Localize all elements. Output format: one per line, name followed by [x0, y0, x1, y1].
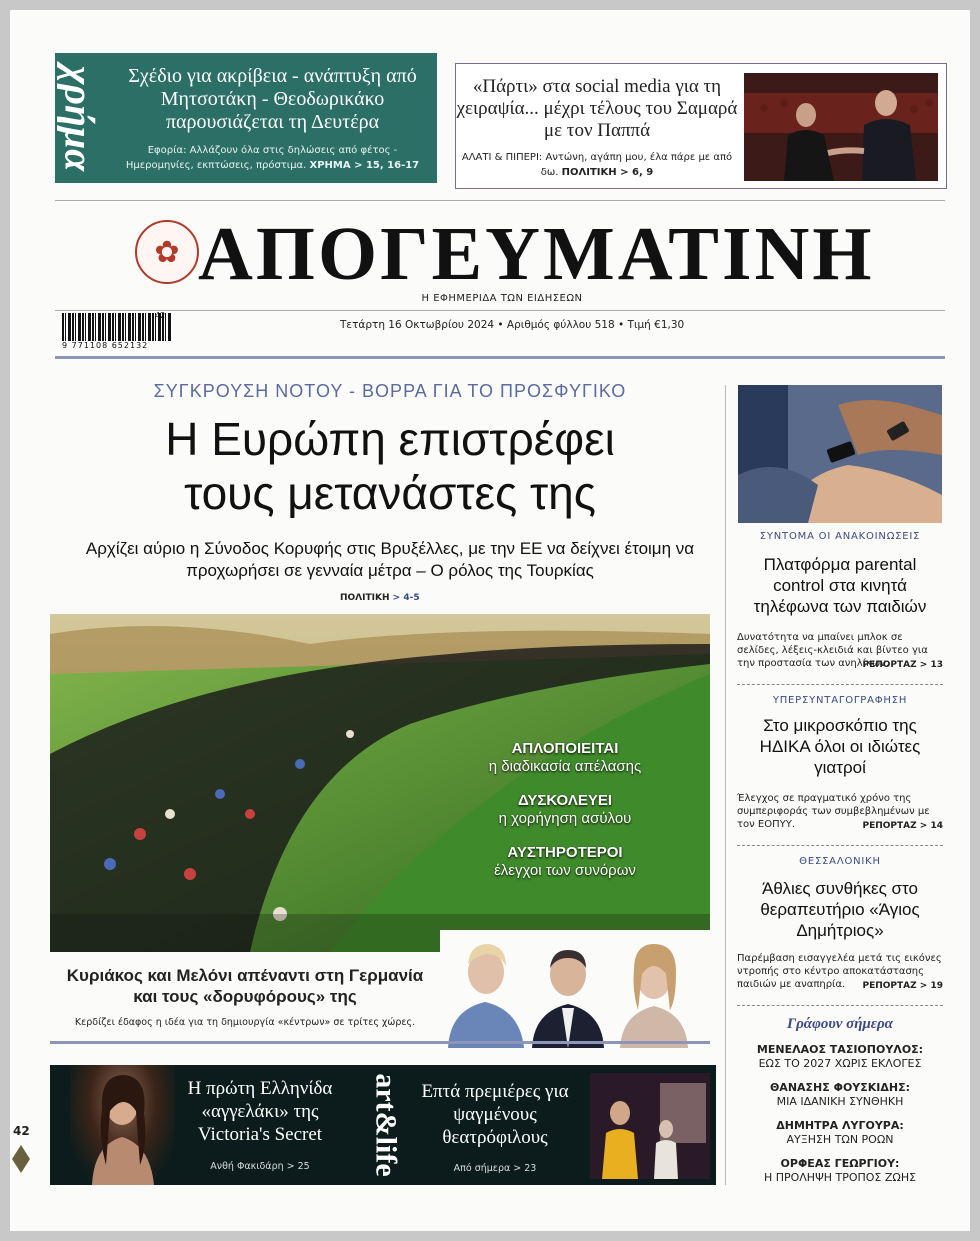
divider — [737, 1005, 943, 1006]
writer-name: ΘΑΝΑΣΗΣ ΦΟΥΣΚΙΔΗΣ: — [769, 1081, 911, 1094]
section-label: ΘΕΣΣΑΛΟΝΙΚΗ — [799, 856, 881, 867]
dateline: Τετάρτη 16 Οκτωβρίου 2024 • Αριθμός φύλλου 518 • Τιμή €1,30 — [340, 319, 685, 331]
masthead-tagline: Η ΕΦΗΜΕΡΙΔΑ ΤΩΝ ΕΙΔΗΣΕΩΝ — [421, 293, 583, 304]
divider — [737, 684, 943, 685]
lead-bullet — [440, 792, 690, 828]
promo-money-sub-text: Εφορία: Αλλάζουν όλα στις δηλώσεις από φέτος - Ημερομηνίες, εκπτώσεις, πρόστιμα. — [125, 145, 398, 171]
masthead-title: ΑΠΟΓΕΥΜΑΤΙΝΗ — [198, 212, 875, 296]
article-title[interactable]: Στο μικροσκόπιο της ΗΔΙΚΑ όλοι οι ιδιώτες γιατροί — [759, 716, 921, 777]
barcode-number: 9 771108 652132 — [62, 341, 149, 350]
model-photo — [70, 1065, 175, 1185]
art-life-left-title: Η πρώτη Ελληνίδα «αγγελάκι» της Victoria's Secret — [187, 1078, 333, 1145]
article-ref: ΡΕΠΟΡΤΑΖ > 13 — [862, 660, 943, 670]
article-text: Δυνατότητα να μπαίνει μπλοκ σε σελίδες, λέξεις-κλειδιά και βίντεο για την προστασία των ανηλίκων. — [737, 632, 928, 669]
divider — [55, 356, 945, 359]
divider — [55, 200, 945, 201]
divider — [50, 1041, 710, 1044]
divider — [737, 845, 943, 846]
article-ref: ΡΕΠΟΡΤΑΖ > 14 — [862, 821, 943, 831]
lead-headline[interactable] — [50, 412, 730, 520]
writer-item[interactable] — [737, 1043, 943, 1071]
article-title[interactable]: Άθλιες συνθήκες στο θεραπευτήριο «Άγιος Δημήτριος» — [760, 879, 920, 940]
art-life-left-ref: Ανθή Φακιδάρη > 25 — [210, 1161, 310, 1172]
page-number: 42 — [13, 1124, 30, 1138]
writer-item[interactable] — [737, 1157, 943, 1185]
lead-deck: Αρχίζει αύριο η Σύνοδος Κορυφής στις Βρυξέλλες, με την ΕΕ να δείχνει έτοιμη να προχωρήσει σε γενναία μέτρα – Ο ρόλος της Τουρκίας — [85, 539, 695, 580]
art-life-right-title: Επτά πρεμιέρες για ψαγμένους θεατρόφιλους — [421, 1081, 569, 1148]
section-label-vertical: art&life — [370, 1073, 403, 1177]
promo-politics[interactable] — [455, 63, 947, 189]
lead-headline-line: Η Ευρώπη επιστρέφει — [165, 413, 615, 465]
bullet-bold: ΑΥΣΤΗΡΟΤΕΡΟΙ — [507, 844, 623, 861]
barcode-issue: 42 — [155, 311, 166, 320]
column-divider — [725, 385, 726, 1185]
article-text: Έλεγχος σε πραγματικό χρόνο της συμπεριφοράς των συμβεβλημένων με τον ΕΟΠΥΥ. — [737, 793, 930, 830]
phones-photo — [738, 385, 942, 523]
section-label-vertical: χρήμα — [56, 65, 102, 171]
writers-title: Γράφουν σήμερα — [787, 1016, 893, 1032]
article-ref: ΡΕΠΟΡΤΑΖ > 19 — [862, 981, 943, 991]
lead-bullets — [440, 740, 690, 896]
divider — [55, 310, 945, 311]
promo-politics-sub — [456, 150, 738, 180]
owl-logo-icon: ✿ — [135, 220, 199, 284]
sub-story-title[interactable]: Κυριάκος και Μελόνι απέναντι στη Γερμανία και τους «δορυφόρους» της — [66, 966, 424, 1006]
lead-ref — [340, 593, 420, 603]
lead-bullet — [440, 740, 690, 776]
writer-item[interactable] — [737, 1081, 943, 1109]
diamond-icon — [12, 1145, 30, 1173]
sub-story-text: Κερδίζει έδαφος η ιδέα για τη δημιουργία «κέντρων» σε τρίτες χώρες. — [74, 1017, 416, 1028]
lead-ref-pages: > 4-5 — [392, 593, 420, 603]
theatre-photo — [590, 1073, 710, 1179]
writer-column: ΕΩΣ ΤΟ 2027 ΧΩΡΙΣ ΕΚΛΟΓΕΣ — [758, 1057, 922, 1070]
newspaper-front-page — [10, 10, 970, 1231]
bullet-text: η χορήγηση ασύλου — [498, 810, 632, 827]
art-life-promo[interactable] — [50, 1065, 716, 1185]
bullet-bold: ΑΠΛΟΠΟΙΕΙΤΑΙ — [511, 740, 619, 757]
promo-politics-title: «Πάρτι» στα social media για τη χειραψία... μέχρι τέλους του Σαμαρά με τον Παππά — [456, 76, 738, 141]
promo-politics-sub-text: ΑΛΑΤΙ & ΠΙΠΕΡΙ: Αντώνη, αγάπη μου, έλα πάρε με από δω. — [461, 152, 733, 178]
handshake-photo — [744, 73, 938, 181]
writer-item[interactable] — [737, 1119, 943, 1147]
writer-name: ΟΡΦΕΑΣ ΓΕΩΡΓΙΟΥ: — [780, 1157, 900, 1170]
writer-column: ΑΥΞΗΣΗ ΤΩΝ ΡΟΩΝ — [786, 1133, 894, 1146]
promo-money[interactable] — [55, 53, 437, 183]
article-text: Παρέμβαση εισαγγελέα μετά τις εικόνες ντροπής στο κέντρο αποκατάστασης παιδιών με αναπηρία. — [737, 953, 942, 990]
writer-column: Η ΠΡΟΛΗΨΗ ΤΡΟΠΟΣ ΖΩΗΣ — [763, 1171, 917, 1184]
lead-bullet — [440, 844, 690, 880]
leaders-photo — [440, 930, 710, 1048]
bullet-text: έλεγχοι των συνόρων — [494, 862, 636, 879]
writer-column: ΜΙΑ ΙΔΑΝΙΚΗ ΣΥΝΘΗΚΗ — [776, 1095, 904, 1108]
promo-politics-ref: ΠΟΛΙΤΙΚΗ > 6, 9 — [561, 167, 654, 178]
section-label: ΣΥΝΤΟΜΑ ΟΙ ΑΝΑΚΟΙΝΩΣΕΙΣ — [759, 531, 921, 542]
lead-ref-section: ΠΟΛΙΤΙΚΗ — [340, 593, 390, 603]
writer-name: ΜΕΝΕΛΑΟΣ ΤΑΣΙΟΠΟΥΛΟΣ: — [756, 1043, 924, 1056]
lead-headline-line: τους μετανάστες της — [184, 467, 596, 519]
lead-kicker: ΣΥΓΚΡΟΥΣΗ ΝΟΤΟΥ - ΒΟΡΡΑ ΓΙΑ ΤΟ ΠΡΟΣΦΥΓΙΚΟ — [153, 381, 627, 401]
section-label: ΥΠΕΡΣΥΝΤΑΓΟΓΡΑΦΗΣΗ — [772, 695, 908, 706]
bullet-bold: ΔΥΣΚΟΛΕΥΕΙ — [517, 792, 613, 809]
art-life-right-ref: Από σήμερα > 23 — [453, 1163, 537, 1174]
writer-name: ΔΗΜΗΤΡΑ ΛΥΓΟΥΡΑ: — [776, 1119, 904, 1132]
bullet-text: η διαδικασία απέλασης — [488, 758, 642, 775]
promo-money-ref: ΧΡΗΜΑ > 15, 16-17 — [309, 160, 420, 171]
article-title[interactable]: Πλατφόρμα parental control στα κινητά τηλέφωνα των παιδιών — [753, 555, 927, 616]
promo-money-title: Σχέδιο για ακρίβεια - ανάπτυξη από Μητσοτάκη - Θεοδωρικάκο παρουσιάζεται τη Δευτέρα — [128, 65, 417, 133]
promo-money-sub — [115, 143, 430, 173]
